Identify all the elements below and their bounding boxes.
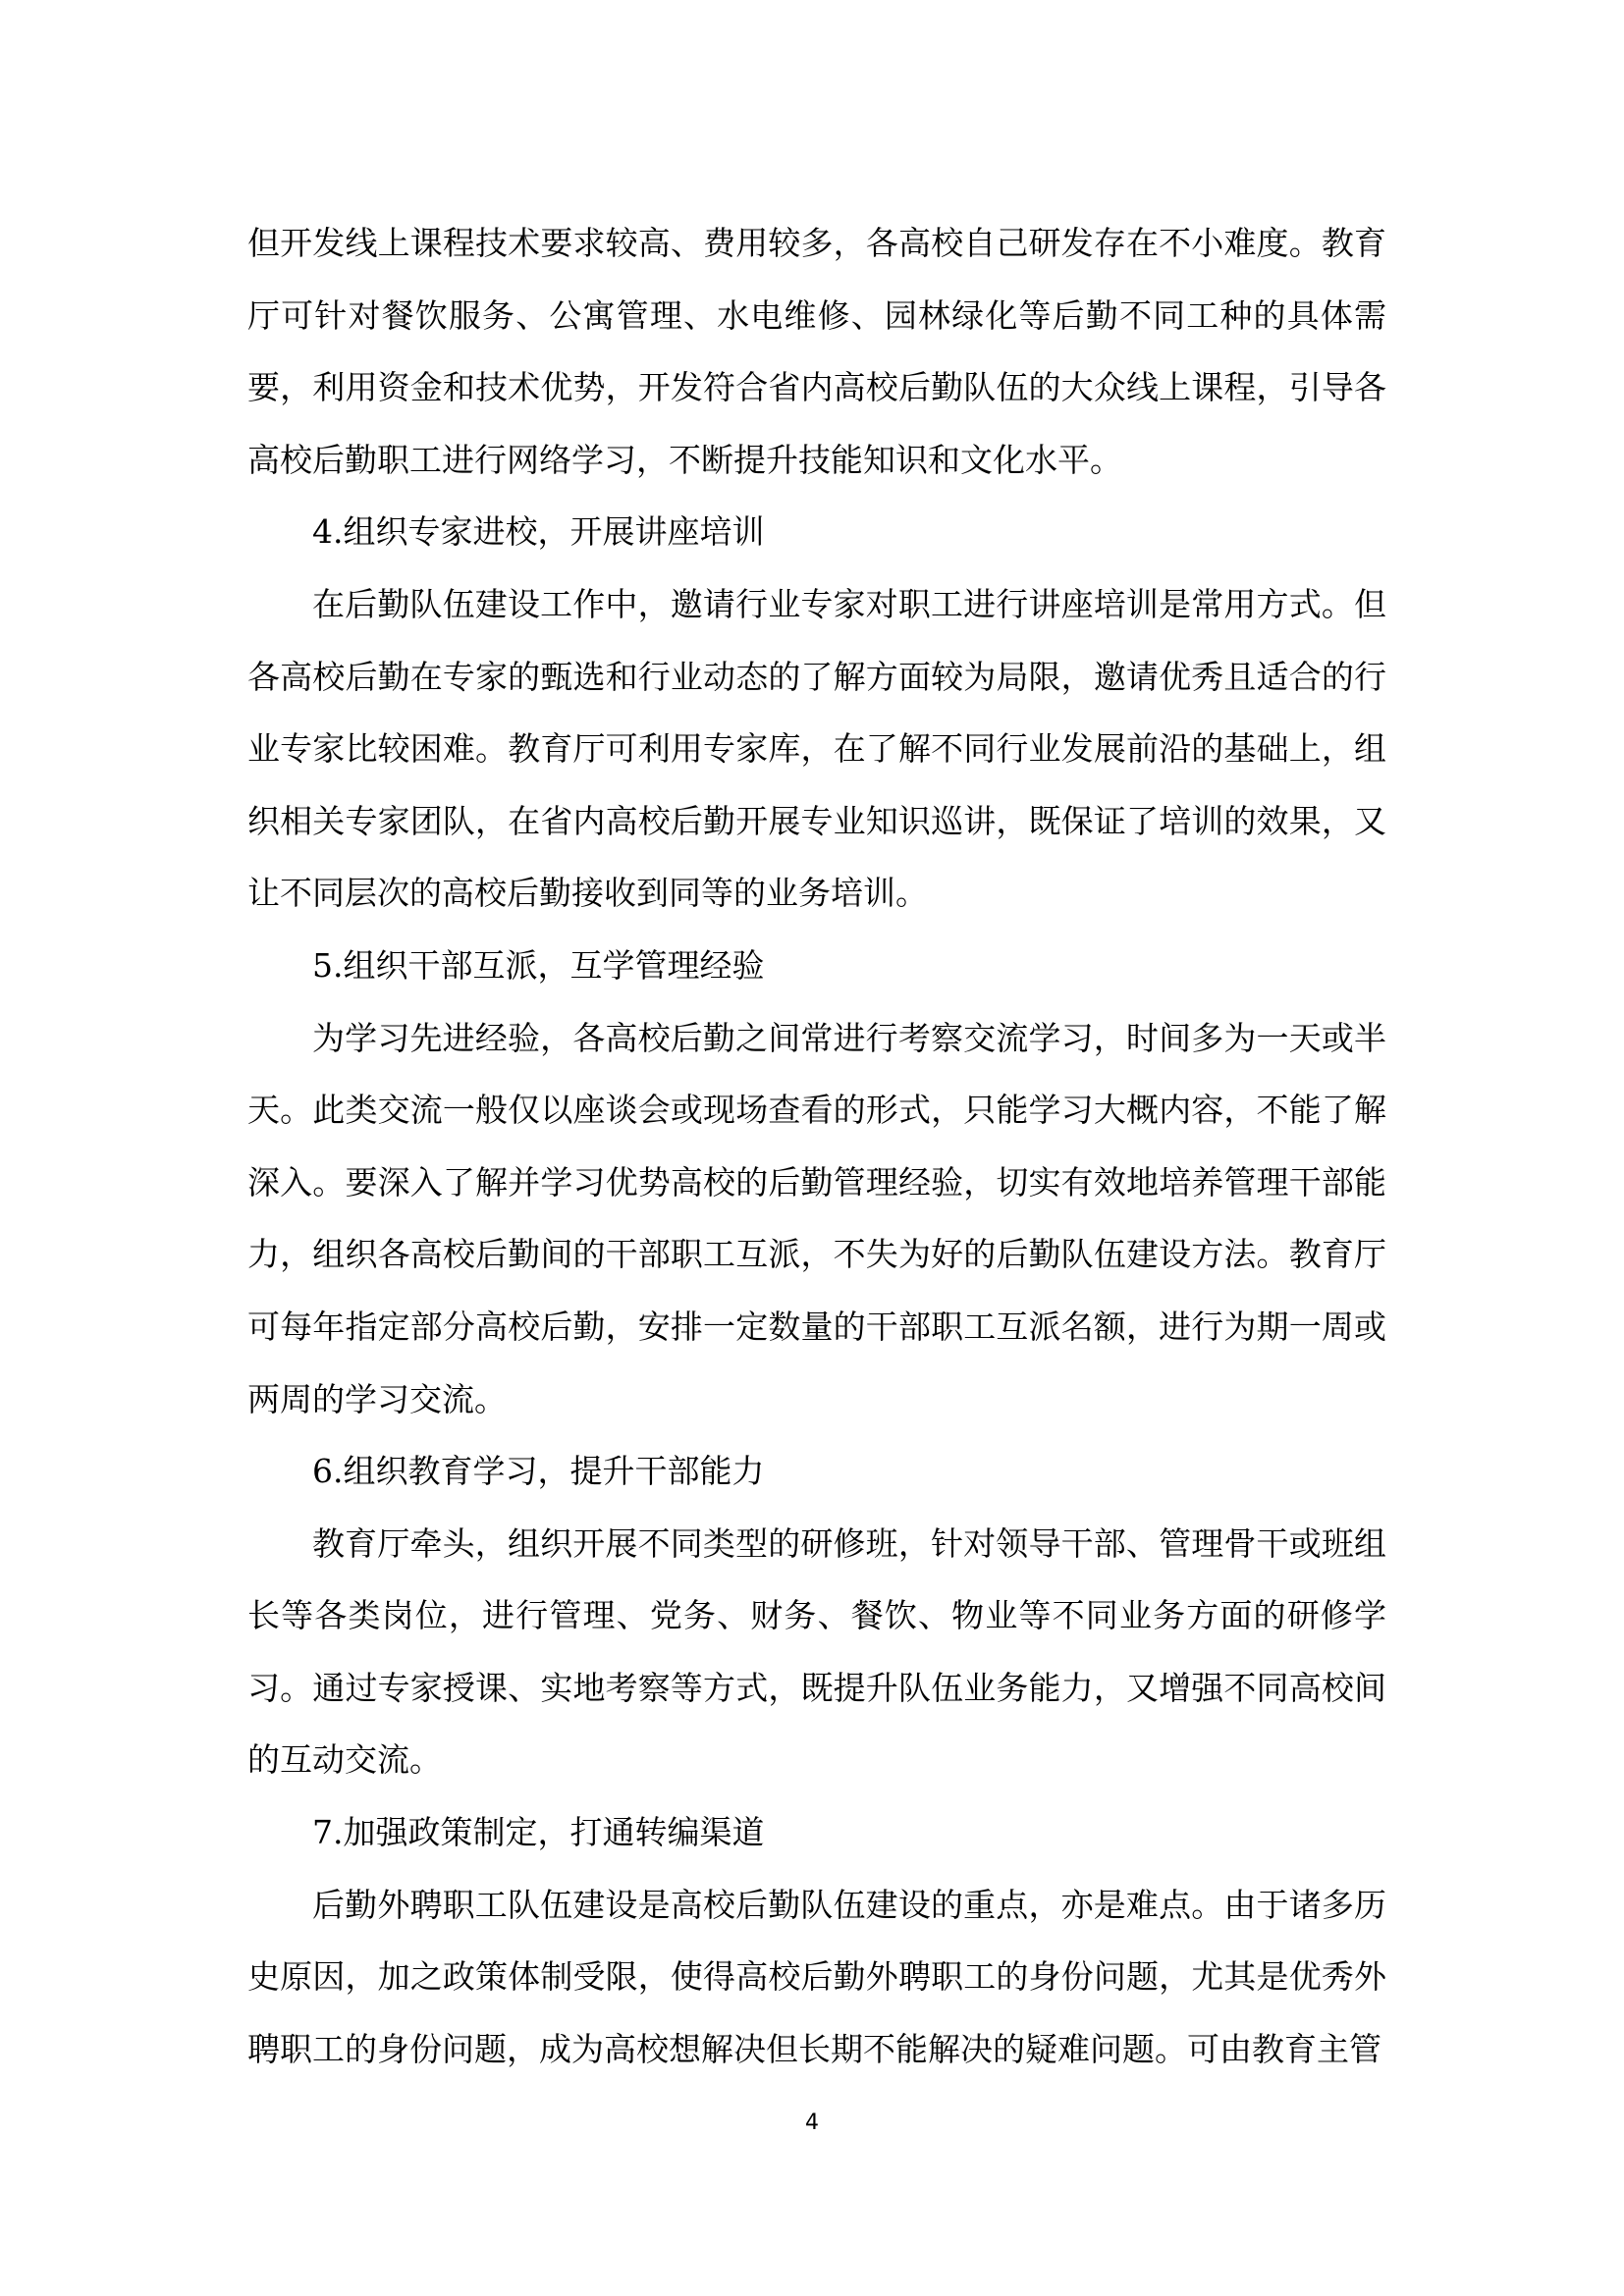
page-body (247, 207, 1386, 2085)
paragraph-continued: 但开发线上课程技术要求较高、费用较多，各高校自己研发存在不小难度。教育厅可针对餐饮服务、公寓管理、水电维修、园林绿化等后勤不同工种的具体需要，利用资金和技术优势，开发符合省内高校后勤队伍的大众线上课程，引导各高校后勤职工进行网络学习，不断提升技能知识和文化水平。 (247, 224, 1386, 479)
paragraph-section-4: 在后勤队伍建设工作中，邀请行业专家对职工进行讲座培训是常用方式。但各高校后勤在专家的甄选和行业动态的了解方面较为局限，邀请优秀且适合的行业专家比较困难。教育厅可利用专家库，在了解不同行业发展前沿的基础上，组织相关专家团队，在省内高校后勤开展专业知识巡讲，既保证了培训的效果，又让不同层次的高校后勤接收到同等的业务培训。 (247, 584, 1386, 913)
paragraph-section-6: 教育厅牵头，组织开展不同类型的研修班，针对领导干部、管理骨干或班组长等各类岗位，进行管理、党务、财务、餐饮、物业等不同业务方面的研修学习。通过专家授课、实地考察等方式，既提升队伍业务能力，又增强不同高校间的互动交流。 (247, 1523, 1386, 1780)
paragraph-section-5: 为学习先进经验，各高校后勤之间常进行考察交流学习，时间多为一天或半天。此类交流一般仅以座谈会或现场查看的形式，只能学习大概内容，不能了解深入。要深入了解并学习优势高校的后勤管理经验，切实有效地培养管理干部能力，组织各高校后勤间的干部职工互派，不失为好的后勤队伍建设方法。教育厅可每年指定部分高校后勤，安排一定数量的干部职工互派名额，进行为期一周或两周的学习交流。 (247, 1018, 1386, 1418)
section-heading-5: 5.组织干部互派，互学管理经验 (312, 945, 765, 985)
page-number: 4 (805, 2110, 819, 2135)
section-heading-6: 6.组织教育学习，提升干部能力 (312, 1452, 765, 1491)
section-heading-4: 4.组织专家进校，开展讲座培训 (312, 512, 765, 552)
section-heading-7: 7.加强政策制定，打通转编渠道 (312, 1813, 765, 1852)
paragraph-section-7: 后勤外聘职工队伍建设是高校后勤队伍建设的重点，亦是难点。由于诸多历史原因，加之政策体制受限，使得高校后勤外聘职工的身份问题，尤其是优秀外聘职工的身份问题，成为高校想解决但长期不能解决的疑难问题。可由教育主管 (247, 1885, 1386, 2068)
